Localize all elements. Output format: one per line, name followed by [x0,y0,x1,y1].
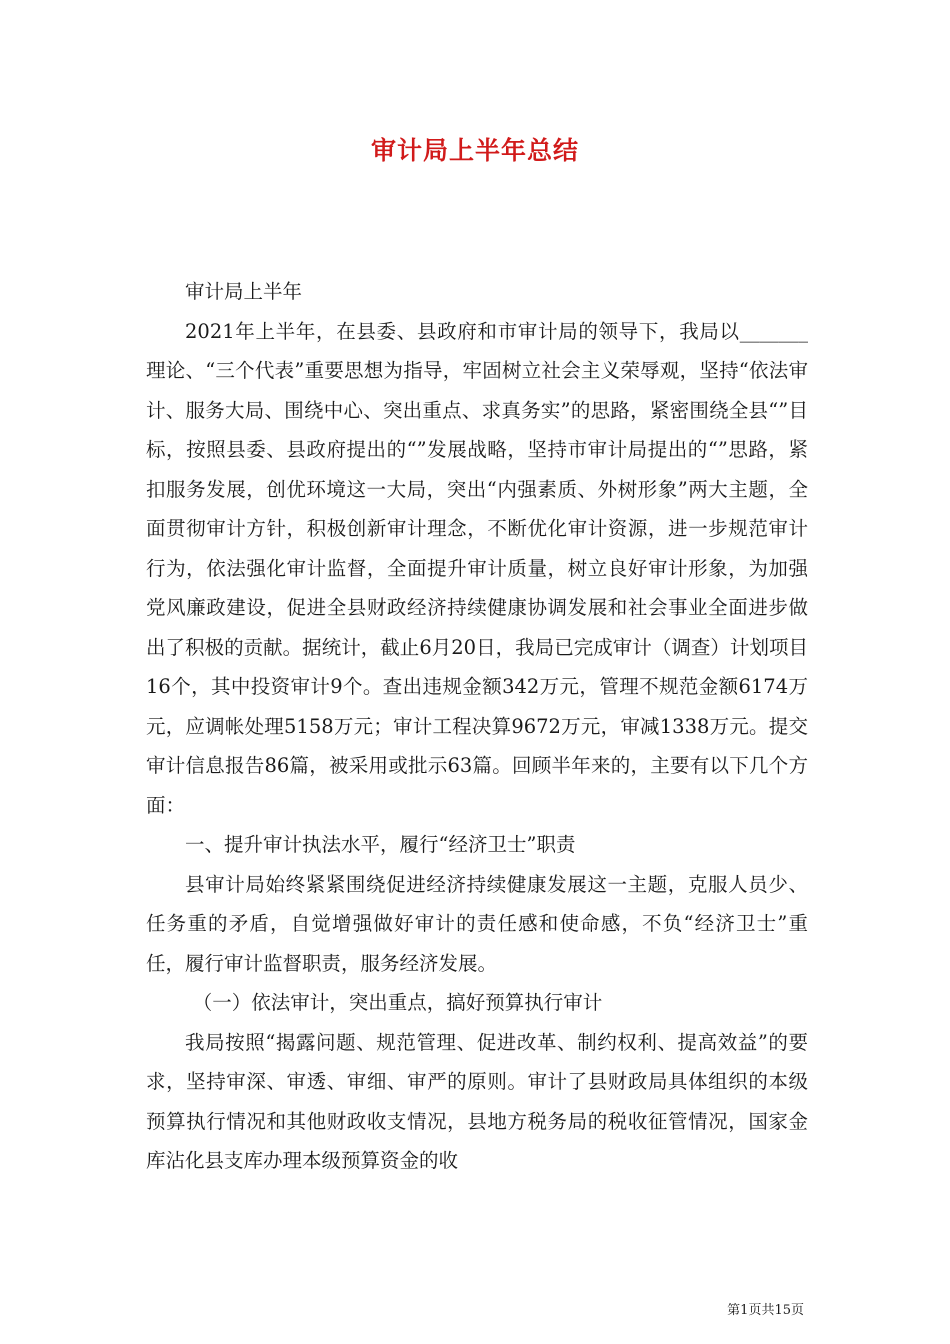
paragraph-intro: 2021年上半年，在县委、县政府和市审计局的领导下，我局以_______理论、“三个代表”重要思想为指导，牢固树立社会主义荣辱观，坚持“依法审计、服务大局、围绕中心、突出重点、求真务实”的思路，紧密围绕全县“”目标，按照县委、县政府提出的“”发展战略，坚持市审计局提出的“”思路，紧扣服务发展，创优环境这一大局，突出“内强素质、外树形象”两大主题，全面贯彻审计方针，积极创新审计理念，不断优化审计资源，进一步规范审计行为，依法强化审计监督，全面提升审计质量，树立良好审计形象，为加强党风廉政建设，促进全县财政经济持续健康协调发展和社会事业全面进步做出了积极的贡献。据统计，截止6月20日，我局已完成审计（调查）计划项目16个，其中投资审计9个。查出违规金额342万元，管理不规范金额6174万元，应调帐处理5158万元；审计工程决算9672万元，审减1338万元。提交审计信息报告86篇，被采用或批示63篇。回顾半年来的，主要有以下几个方面： [146,319,808,817]
paragraph-section-1: 县审计局始终紧紧围绕促进经济持续健康发展这一主题，克服人员少、任务重的矛盾，自觉增强做好审计的责任感和使命感，不负“经济卫士”重任，履行审计监督职责，服务经济发展。 [146,872,808,975]
paragraph-heading: 审计局上半年 [185,280,303,303]
page-number: 第1页共15页 [727,1303,804,1318]
section-heading-1: 一、提升审计执法水平，履行“经济卫士”职责 [185,833,576,856]
paragraph-subsection-1: 我局按照“揭露问题、规范管理、促进改革、制约权利、提高效益”的要求，坚持审深、审透、审细、审严的原则。审计了县财政局具体组织的本级预算执行情况和其他财政收支情况，县地方税务局的税收征管情况，国家金库沾化县支库办理本级预算资金的收 [146,1030,808,1172]
document-body [146,272,808,1181]
subsection-heading-1: （一）依法审计，突出重点，搞好预算执行审计 [192,991,603,1014]
document-title: 审计局上半年总结 [370,136,579,165]
